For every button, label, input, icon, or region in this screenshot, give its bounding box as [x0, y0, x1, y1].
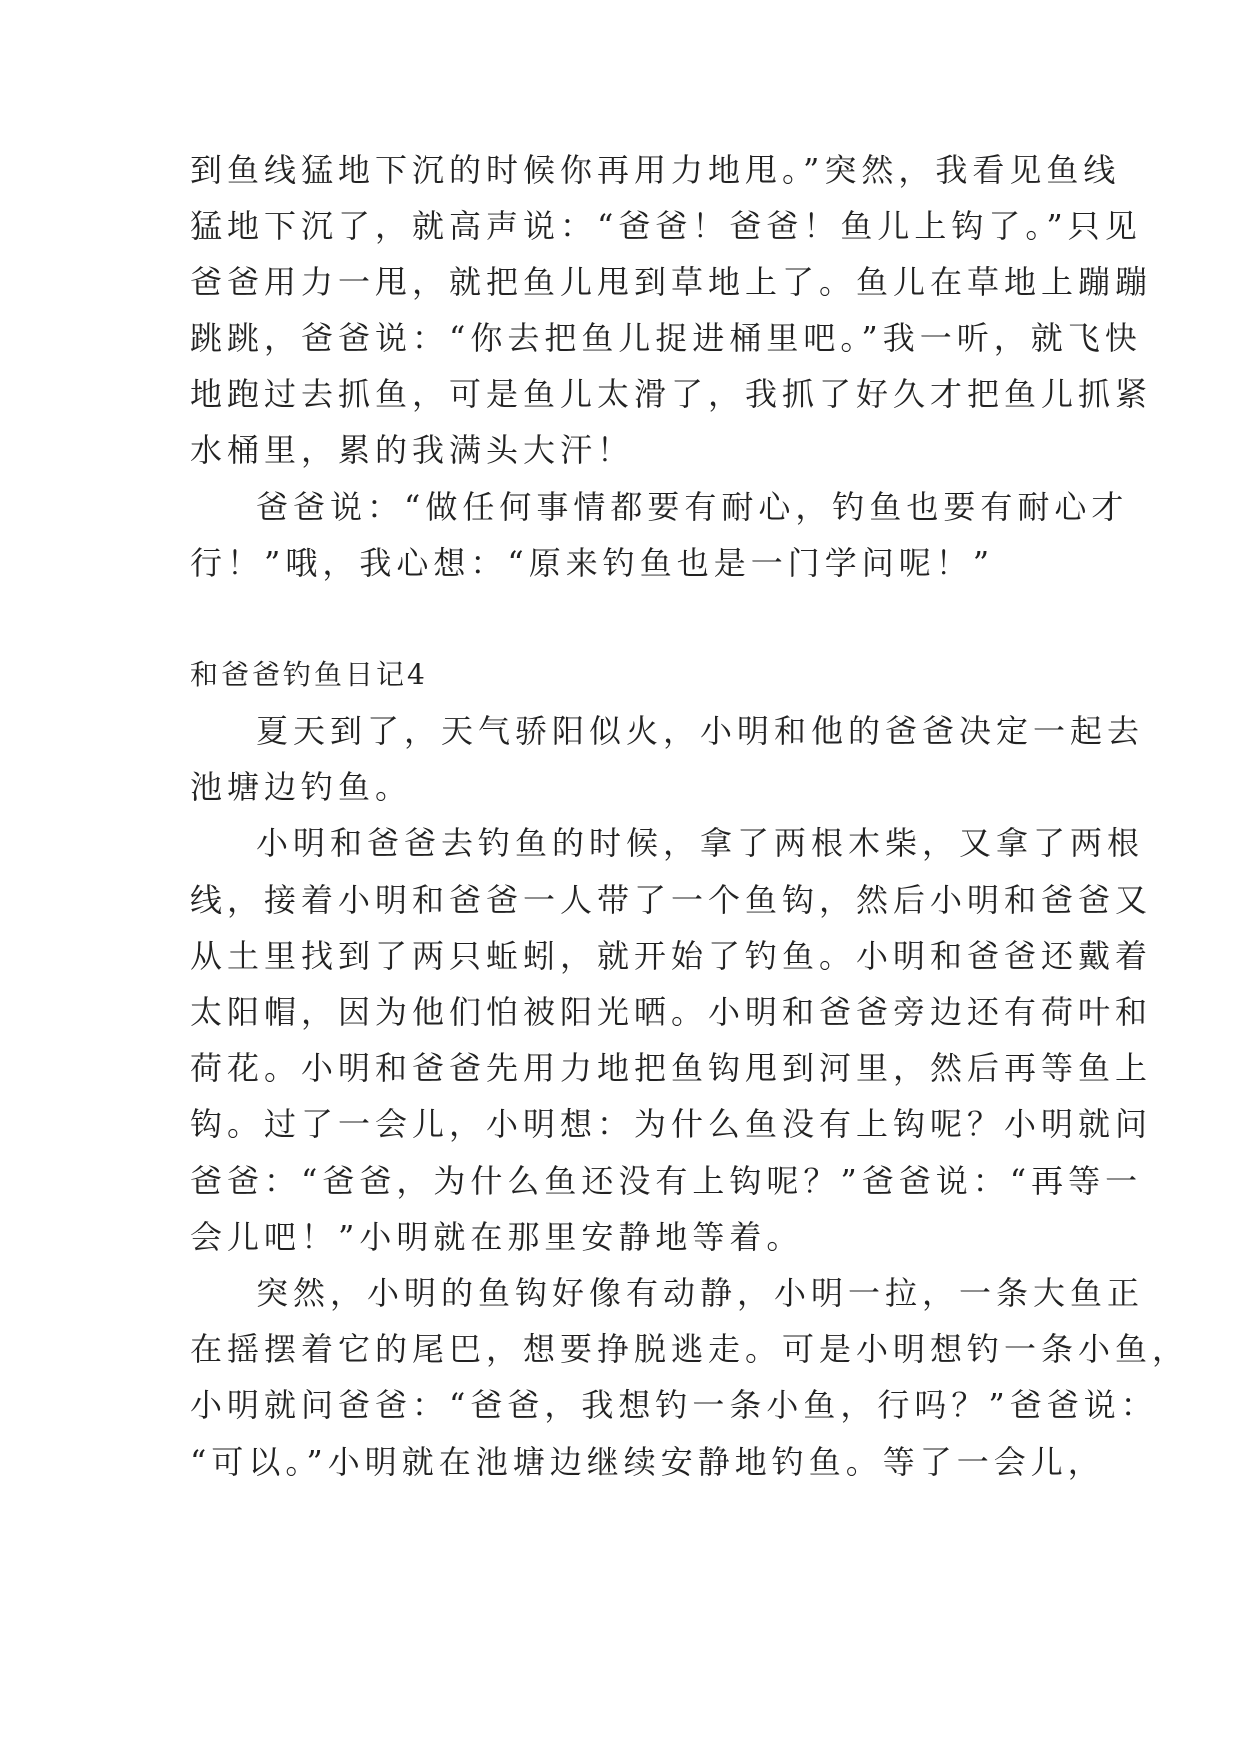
paragraph-line: 池塘边钓鱼。 — [190, 768, 413, 806]
paragraph-line: 会儿吧！”小明就在那里安静地等着。 — [190, 1218, 804, 1256]
paragraph-line: 地跑过去抓鱼，可是鱼儿太滑了，我抓了好久才把鱼儿抓紧 — [190, 375, 1153, 413]
paragraph-line: 在摇摆着它的尾巴，想要挣脱逃走。可是小明想钓一条小鱼， — [190, 1330, 1190, 1368]
paragraph-line: 钩。过了一会儿，小明想：为什么鱼没有上钩呢？小明就问 — [190, 1105, 1153, 1143]
paragraph-line: 突然，小明的鱼钩好像有动静，小明一拉，一条大鱼正 — [256, 1274, 1145, 1312]
paragraph-line: 小明和爸爸去钓鱼的时候，拿了两根木柴，又拿了两根 — [256, 824, 1145, 862]
paragraph-line: 爸爸说：“做任何事情都要有耐心，钓鱼也要有耐心才 — [256, 488, 1129, 526]
paragraph-line: 猛地下沉了，就高声说：“爸爸！爸爸！鱼儿上钩了。”只见 — [190, 207, 1142, 245]
paragraph-line: 太阳帽，因为他们怕被阳光晒。小明和爸爸旁边还有荷叶和 — [190, 993, 1153, 1031]
paragraph-line: “可以。”小明就在池塘边继续安静地钓鱼。等了一会儿， — [190, 1443, 1105, 1481]
paragraph-line: 夏天到了，天气骄阳似火，小明和他的爸爸决定一起去 — [256, 712, 1145, 750]
paragraph-line: 线，接着小明和爸爸一人带了一个鱼钩，然后小明和爸爸又 — [190, 881, 1153, 919]
paragraph-line: 爸爸：“爸爸，为什么鱼还没有上钩呢？”爸爸说：“再等一 — [190, 1162, 1143, 1200]
paragraph-line: 从土里找到了两只蚯蚓，就开始了钓鱼。小明和爸爸还戴着 — [190, 937, 1153, 975]
paragraph-line: 行！”哦，我心想：“原来钓鱼也是一门学问呢！” — [190, 544, 995, 582]
paragraph-line: 爸爸用力一甩，就把鱼儿甩到草地上了。鱼儿在草地上蹦蹦 — [190, 263, 1153, 301]
paragraph-line: 小明就问爸爸：“爸爸，我想钓一条小鱼，行吗？”爸爸说： — [190, 1386, 1158, 1424]
section-heading: 和爸爸钓鱼日记4 — [190, 658, 428, 691]
paragraph-line: 荷花。小明和爸爸先用力地把鱼钩甩到河里，然后再等鱼上 — [190, 1049, 1153, 1087]
paragraph-line: 到鱼线猛地下沉的时候你再用力地甩。”突然，我看见鱼线 — [190, 151, 1121, 189]
paragraph-line: 跳跳，爸爸说：“你去把鱼儿捉进桶里吧。”我一听，就飞快 — [190, 319, 1142, 357]
paragraph-line: 水桶里，累的我满头大汗！ — [190, 431, 635, 469]
